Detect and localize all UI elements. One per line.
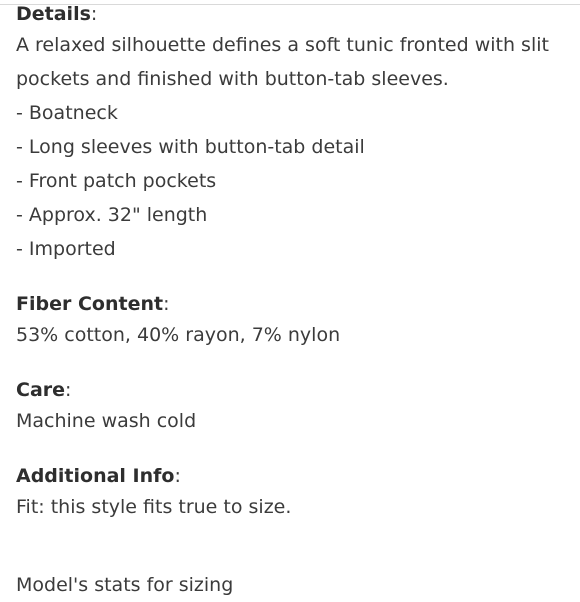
additional-info-value: Fit: this style fits true to size. xyxy=(16,496,292,518)
details-bullet-list xyxy=(16,96,566,266)
care-heading xyxy=(16,376,566,404)
bullet-long-sleeves: - Long sleeves with button-tab detail xyxy=(16,136,365,158)
fiber-content-heading-label: Fiber Content xyxy=(16,293,164,315)
bullet-length: - Approx. 32" length xyxy=(16,204,208,226)
details-heading-colon: : xyxy=(90,3,98,25)
product-description xyxy=(16,0,566,524)
details-description-line-2: pockets and finished with button-tab sleeves. xyxy=(16,68,449,90)
details-section xyxy=(16,0,566,266)
additional-info-section xyxy=(16,462,566,524)
care-heading-colon: : xyxy=(65,379,72,401)
fiber-content-value: 53% cotton, 40% rayon, 7% nylon xyxy=(16,324,341,346)
details-description-line-1: A relaxed silhouette defines a soft tunic fronted with slit xyxy=(16,34,549,56)
care-section xyxy=(16,376,566,438)
fiber-content-section xyxy=(16,290,566,352)
cut-off-line: Model's stats for sizing xyxy=(16,574,234,596)
bullet-boatneck: - Boatneck xyxy=(16,102,118,124)
details-heading xyxy=(16,0,566,28)
additional-info-heading-colon: : xyxy=(174,465,181,487)
bullet-patch-pockets: - Front patch pockets xyxy=(16,170,217,192)
bullet-imported: - Imported xyxy=(16,238,116,260)
care-value: Machine wash cold xyxy=(16,410,197,432)
details-description xyxy=(16,28,566,96)
details-heading-label: Details xyxy=(16,3,91,25)
care-heading-label: Care xyxy=(16,379,66,401)
fiber-content-heading-colon: : xyxy=(163,293,170,315)
additional-info-heading xyxy=(16,462,566,490)
additional-info-heading-label: Additional Info xyxy=(16,465,175,487)
fiber-content-heading xyxy=(16,290,566,318)
